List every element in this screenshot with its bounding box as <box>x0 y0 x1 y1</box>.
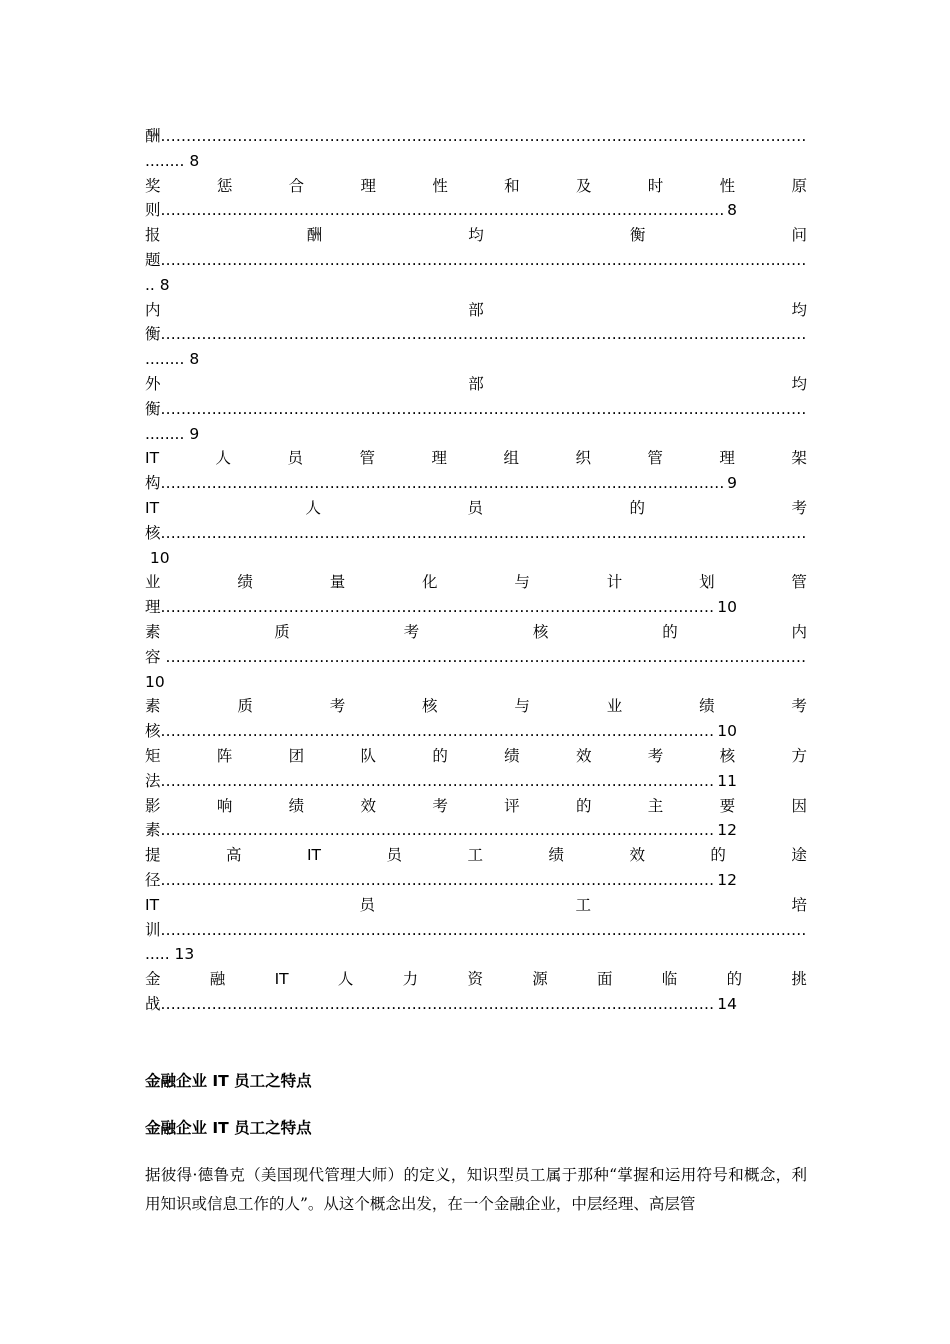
toc-title-fragment: 核 <box>532 622 549 641</box>
toc-title-fragment: 战 <box>145 994 161 1013</box>
toc-line <box>145 198 807 223</box>
toc-title-fragment: 团 <box>288 746 305 765</box>
toc-title-fragment: 的 <box>629 498 645 517</box>
toc-dot-leader <box>161 322 807 347</box>
toc-title-fragment: 径 <box>145 870 161 889</box>
toc-dot-leader <box>161 124 807 149</box>
toc-page-number: 10 <box>145 548 170 567</box>
toc-entry[interactable] <box>145 744 807 794</box>
toc-line <box>145 744 807 769</box>
toc-title-fragment: 素 <box>145 821 161 840</box>
toc-title-fragment: 临 <box>661 970 678 989</box>
toc-title-fragment: 则 <box>145 201 161 220</box>
toc-title-fragment: 和 <box>504 176 520 195</box>
toc-line <box>145 769 807 794</box>
toc-title-fragment: 的 <box>575 796 592 815</box>
toc-title-fragment: IT <box>145 498 160 517</box>
toc-page-number: ........ 9 <box>145 424 200 443</box>
toc-title-fragment: 挑 <box>791 970 807 989</box>
toc-line <box>145 471 807 496</box>
toc-title-fragment: 员 <box>287 449 304 468</box>
toc-dot-leader <box>161 397 807 422</box>
toc-title-fragment: 衡 <box>145 399 161 418</box>
toc-title-fragment: 酬 <box>306 226 323 245</box>
toc-page-number: 10 <box>717 598 737 617</box>
toc-title-fragment: 性 <box>719 176 736 195</box>
toc-page-number: ..... 13 <box>145 945 195 964</box>
toc-dot-leader <box>161 868 715 893</box>
toc-title-fragment: 题 <box>145 250 161 269</box>
toc-title-fragment: 方 <box>791 746 807 765</box>
toc-title-fragment: 员 <box>386 846 402 865</box>
toc-line <box>145 694 807 719</box>
toc-title-fragment: 效 <box>629 846 645 865</box>
toc-title-fragment: 奖 <box>145 176 161 195</box>
toc-page-number: ........ 8 <box>145 151 200 170</box>
toc-title-fragment: 绩 <box>699 697 715 716</box>
toc-title-fragment: 工 <box>575 895 592 914</box>
toc-title-fragment: 面 <box>597 970 613 989</box>
toc-title-fragment: 人 <box>305 498 322 517</box>
toc-title-fragment: 员 <box>467 498 484 517</box>
toc-line <box>145 645 807 670</box>
toc-page-number: 9 <box>727 474 737 493</box>
toc-line <box>145 372 807 397</box>
toc-title-fragment: 管 <box>359 449 375 468</box>
toc-line <box>145 124 807 149</box>
toc-title-fragment: 及 <box>575 176 592 195</box>
toc-title-fragment: 融 <box>209 970 226 989</box>
toc-title-fragment: 与 <box>514 573 530 592</box>
toc-title-fragment: 均 <box>791 374 807 393</box>
toc-title-fragment: 容 <box>145 647 166 666</box>
toc-title-fragment: 的 <box>662 622 678 641</box>
toc-dot-leader <box>161 918 807 943</box>
toc-dot-leader <box>161 521 807 546</box>
toc-title-fragment: 计 <box>606 573 623 592</box>
toc-title-fragment: 金 <box>145 970 161 989</box>
toc-title-fragment: 考 <box>647 746 664 765</box>
toc-title-fragment: 人 <box>337 970 354 989</box>
toc-line <box>145 248 807 273</box>
toc-entry[interactable] <box>145 893 807 967</box>
toc-title-fragment: 核 <box>719 746 736 765</box>
toc-dot-leader <box>165 645 807 670</box>
toc-title-fragment: 高 <box>225 846 242 865</box>
toc-title-fragment: 训 <box>145 920 161 939</box>
toc-title-fragment: 均 <box>791 300 807 319</box>
toc-title-fragment: 均 <box>468 226 484 245</box>
toc-line <box>145 992 807 1017</box>
toc-title-fragment: 性 <box>432 176 448 195</box>
toc-title-fragment: 要 <box>719 796 736 815</box>
toc-entry[interactable] <box>145 620 807 694</box>
toc-title-fragment: 组 <box>503 449 519 468</box>
toc-dot-leader <box>161 769 715 794</box>
toc-line <box>145 422 807 447</box>
toc-title-fragment: IT <box>145 895 160 914</box>
toc-title-fragment: 队 <box>360 746 376 765</box>
toc-title-fragment: 核 <box>145 523 161 542</box>
toc-title-fragment: 培 <box>791 895 807 914</box>
toc-title-fragment: 构 <box>145 474 161 493</box>
toc-title-fragment: 化 <box>422 573 438 592</box>
toc-title-fragment: 原 <box>791 176 807 195</box>
toc-title-fragment: 部 <box>468 300 484 319</box>
toc-dot-leader <box>161 719 715 744</box>
toc-title-fragment: 与 <box>514 697 530 716</box>
toc-title-fragment: 合 <box>288 176 305 195</box>
toc-title-fragment: 影 <box>145 796 161 815</box>
toc-title-fragment: 绩 <box>237 573 253 592</box>
toc-page-number: 11 <box>717 771 737 790</box>
toc-line <box>145 397 807 422</box>
toc-line <box>145 670 807 695</box>
toc-title-fragment: 理 <box>431 449 447 468</box>
toc-line <box>145 794 807 819</box>
toc-dot-leader <box>161 595 715 620</box>
toc-title-fragment: 工 <box>467 846 483 865</box>
toc-line <box>145 174 807 199</box>
toc-title-fragment: IT <box>145 449 160 468</box>
toc-entry[interactable] <box>145 694 807 744</box>
toc-line <box>145 149 807 174</box>
toc-title-fragment: 考 <box>403 622 420 641</box>
toc-title-fragment: 量 <box>329 573 346 592</box>
toc-title-fragment: 员 <box>359 895 376 914</box>
toc-title-fragment: 绩 <box>504 746 520 765</box>
toc-line <box>145 298 807 323</box>
toc-title-fragment: 业 <box>145 573 161 592</box>
toc-line <box>145 967 807 992</box>
toc-title-fragment: 提 <box>145 846 161 865</box>
toc-title-fragment: 绩 <box>288 796 305 815</box>
toc-title-fragment: 外 <box>145 374 161 393</box>
toc-title-fragment: 部 <box>468 374 484 393</box>
toc-line <box>145 918 807 943</box>
toc-title-fragment: 衡 <box>629 226 646 245</box>
toc-dot-leader <box>161 992 715 1017</box>
toc-entry[interactable] <box>145 570 807 620</box>
toc-line <box>145 223 807 248</box>
toc-page-number: 8 <box>727 201 737 220</box>
toc-title-fragment: IT <box>274 970 289 989</box>
toc-entry[interactable] <box>145 223 807 297</box>
toc-title-fragment: 素 <box>145 622 161 641</box>
toc-title-fragment: 效 <box>575 746 592 765</box>
toc-title-fragment: 素 <box>145 697 161 716</box>
toc-page-number: .. 8 <box>145 275 170 294</box>
toc-title-fragment: 衡 <box>145 325 161 344</box>
toc-entry[interactable] <box>145 843 807 893</box>
toc-title-fragment: 阵 <box>216 746 233 765</box>
toc-title-fragment: 法 <box>145 771 161 790</box>
toc-title-fragment: 源 <box>532 970 548 989</box>
toc-title-fragment: 质 <box>274 622 290 641</box>
toc-page-number: 12 <box>717 870 737 889</box>
toc-dot-leader <box>161 248 807 273</box>
toc-line <box>145 868 807 893</box>
toc-title-fragment: 的 <box>726 970 743 989</box>
toc-title-fragment: 业 <box>606 697 623 716</box>
toc-line <box>145 446 807 471</box>
section-heading: 金融企业 IT 员工之特点 <box>145 1072 312 1090</box>
toc-entry[interactable] <box>145 967 807 1017</box>
toc-title-fragment: 理 <box>719 449 735 468</box>
section-subheading: 金融企业 IT 员工之特点 <box>145 1119 312 1137</box>
toc-title-fragment: 理 <box>145 598 161 617</box>
toc-line <box>145 942 807 967</box>
toc-title-fragment: 考 <box>791 498 807 517</box>
toc-title-fragment: 问 <box>791 226 807 245</box>
toc-title-fragment: 考 <box>432 796 448 815</box>
toc-title-fragment: 划 <box>699 573 715 592</box>
toc-line <box>145 893 807 918</box>
toc-title-fragment: 途 <box>791 846 807 865</box>
toc-title-fragment: 管 <box>647 449 663 468</box>
toc-dot-leader <box>161 198 725 223</box>
toc-title-fragment: 绩 <box>548 846 564 865</box>
toc-page-number: 14 <box>717 994 737 1013</box>
toc-entry[interactable] <box>145 372 807 446</box>
toc-title-fragment: 人 <box>215 449 232 468</box>
toc-line <box>145 620 807 645</box>
toc-title-fragment: 架 <box>791 449 807 468</box>
toc-title-fragment: 时 <box>647 176 664 195</box>
toc-line <box>145 843 807 868</box>
toc-dot-leader <box>161 471 725 496</box>
toc-line <box>145 570 807 595</box>
toc-page-number: 12 <box>717 821 737 840</box>
toc-title-fragment: IT <box>306 846 322 865</box>
toc-title-fragment: 矩 <box>145 746 161 765</box>
toc-line <box>145 521 807 546</box>
toc-line <box>145 595 807 620</box>
toc-title-fragment: 惩 <box>216 176 233 195</box>
toc-title-fragment: 管 <box>791 573 807 592</box>
toc-title-fragment: 效 <box>360 796 376 815</box>
toc-title-fragment: 织 <box>575 449 591 468</box>
toc-entry[interactable] <box>145 794 807 844</box>
toc-title-fragment: 的 <box>432 746 448 765</box>
toc-title-fragment: 质 <box>237 697 253 716</box>
toc-title-fragment: 核 <box>422 697 438 716</box>
toc-line <box>145 496 807 521</box>
toc-title-fragment: 力 <box>402 970 419 989</box>
toc-title-fragment: 的 <box>710 846 726 865</box>
toc-page-number: 10 <box>145 672 165 691</box>
toc-title-fragment: 考 <box>329 697 346 716</box>
toc-title-fragment: 因 <box>791 796 807 815</box>
toc-entry[interactable] <box>145 124 807 174</box>
toc-title-fragment: 报 <box>145 226 161 245</box>
toc-entry[interactable] <box>145 446 807 496</box>
toc-line <box>145 273 807 298</box>
toc-title-fragment: 核 <box>145 722 161 741</box>
body-paragraph: 据彼得·德鲁克（美国现代管理大师）的定义，知识型员工属于那种“掌握和运用符号和概念，利用知识或信息工作的人”。从这个概念出发，在一个金融企业，中层经理、高层管 <box>145 1166 807 1213</box>
toc-entry[interactable] <box>145 298 807 372</box>
toc-line <box>145 719 807 744</box>
table-of-contents <box>145 124 807 1017</box>
toc-title-fragment: 理 <box>360 176 376 195</box>
toc-line <box>145 347 807 372</box>
toc-title-fragment: 内 <box>791 622 807 641</box>
toc-line <box>145 546 807 571</box>
toc-entry[interactable] <box>145 174 807 224</box>
toc-entry[interactable] <box>145 496 807 570</box>
toc-page-number: ........ 8 <box>145 350 200 369</box>
toc-title-fragment: 内 <box>145 300 161 319</box>
toc-title-fragment: 酬 <box>145 127 161 145</box>
toc-title-fragment: 考 <box>791 697 807 716</box>
toc-page-number: 10 <box>717 722 737 741</box>
toc-title-fragment: 评 <box>504 796 520 815</box>
toc-title-fragment: 响 <box>216 796 233 815</box>
toc-title-fragment: 主 <box>647 796 664 815</box>
toc-dot-leader <box>161 818 715 843</box>
toc-line <box>145 322 807 347</box>
toc-title-fragment: 资 <box>467 970 483 989</box>
toc-line <box>145 818 807 843</box>
